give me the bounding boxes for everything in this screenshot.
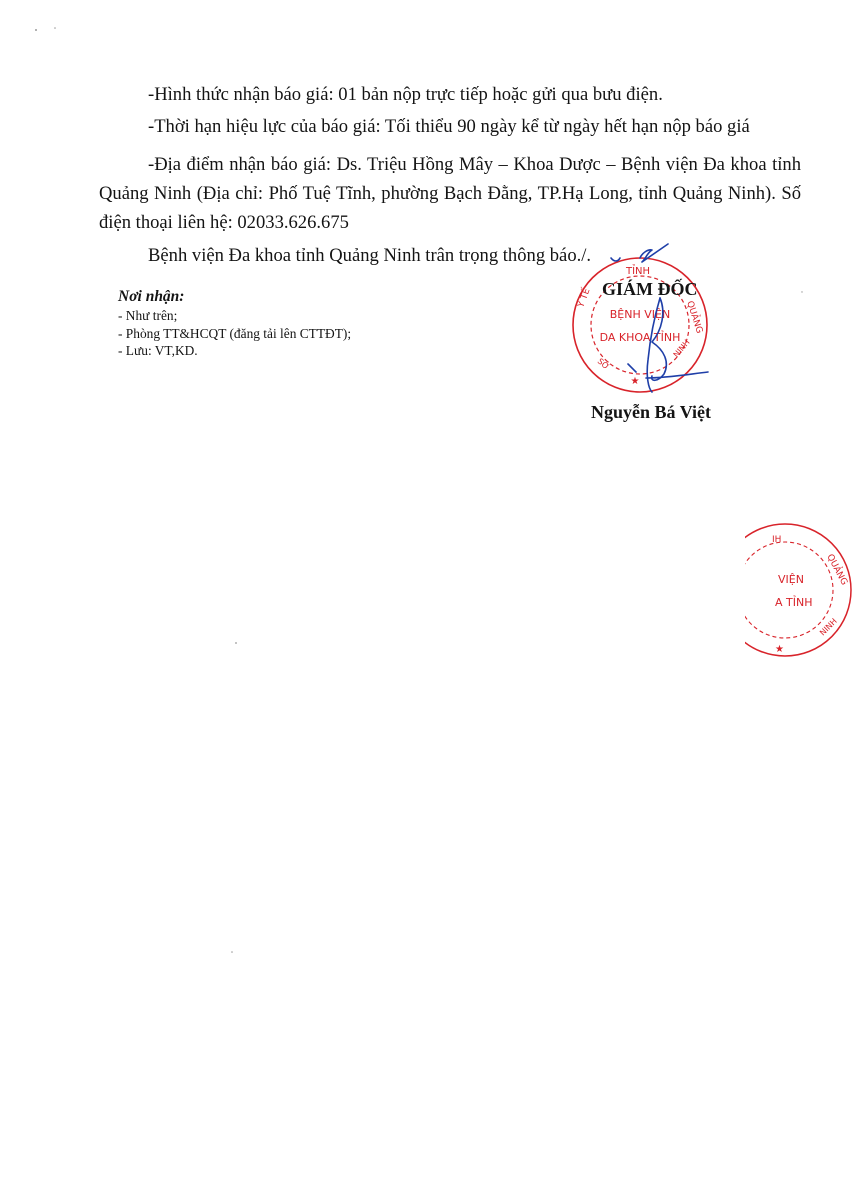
stamp-ring-left: Y TẾ: [576, 287, 593, 310]
partial-stamp-line-1: VIỆN: [778, 573, 804, 586]
signer-name: Nguyễn Bá Việt: [591, 402, 712, 422]
paragraph-validity-period: -Thời hạn hiệu lực của báo giá: Tối thiểu 90 ngày kể từ ngày hết hạn nộp báo giá: [148, 116, 750, 137]
recipients-title: Nơi nhận:: [118, 288, 185, 305]
paragraph-closing: Bệnh viện Đa khoa tỉnh Quảng Ninh trân trọng thông báo./.: [148, 245, 592, 266]
stamp-ring-right: QUẢNG: [684, 299, 705, 335]
stamp-star-icon: ★: [630, 376, 640, 387]
stamp-line-2: DA KHOA TỈNH: [599, 331, 681, 344]
partial-stamp-ring-top: IH: [772, 535, 782, 545]
partial-stamp-ring-bottom-right: NINH: [818, 616, 839, 638]
stamp-ring-bottom-left: SỞ: [595, 356, 611, 372]
partial-stamp-ring-right: QUẢNG: [824, 552, 849, 588]
recipient-item: - Như trên;: [118, 308, 178, 323]
recipient-item: - Lưu: VT,KD.: [118, 343, 198, 358]
paragraph-receipt-method: -Hình thức nhận báo giá: 01 bản nộp trực tiếp hoặc gửi qua bưu điện.: [148, 84, 663, 105]
paragraph-receipt-location: -Địa điểm nhận báo giá: Ds. Triệu Hồng Mây – Khoa Dược – Bệnh viện Đa khoa tỉnh Quảng Ninh (Địa chỉ: Phố Tuệ Tĩnh, phường Bạch Đằng, TP.Hạ Long, tỉnh Quảng Ninh). Số điện thoại liên hệ: 02033.626.675: [99, 154, 801, 233]
partial-stamp-line-2: A TỈNH: [775, 596, 813, 609]
stamp-ring-top: TỈNH: [625, 266, 651, 277]
recipient-item: - Phòng TT&HCQT (đăng tải lên CTTĐT);: [118, 325, 352, 341]
signer-title: GIÁM ĐỐC: [602, 279, 698, 299]
stamp-ring-bottom-right: NINH: [671, 337, 692, 360]
stamp-line-1: BỆNH VIỆN: [609, 308, 671, 321]
partial-stamp-star-icon: ★: [775, 644, 784, 655]
